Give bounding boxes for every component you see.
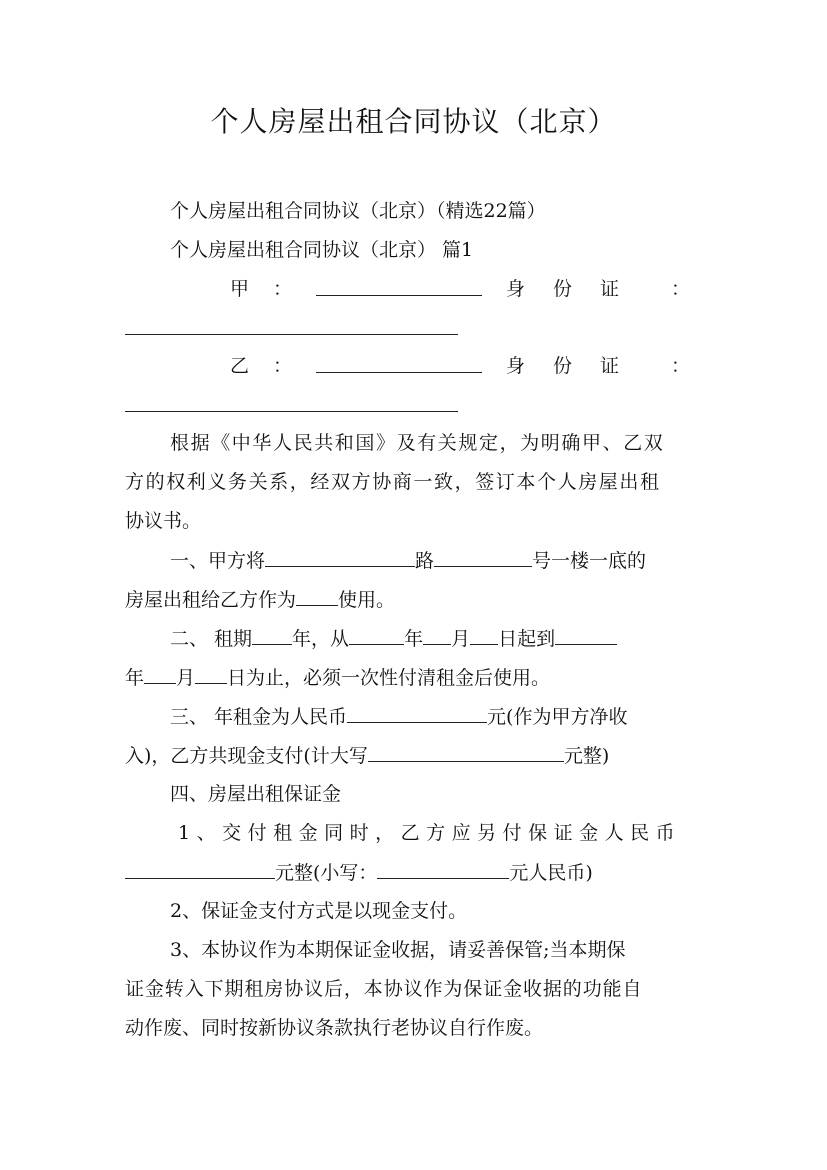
party-b-id-colon: ：: [670, 355, 690, 377]
road-blank[interactable]: [265, 545, 415, 567]
clause-2-text-e: 日起到: [498, 628, 556, 650]
clause-1-text-e: 使用。: [338, 589, 396, 611]
clause-1-text-a: 一、甲方将: [170, 550, 266, 572]
clause-4-3-line-1: 3、本协议作为本期保证金收据，请妥善保管;当本期保: [170, 939, 626, 961]
start-day-blank[interactable]: [470, 623, 498, 645]
document-subtitle: 个人房屋出租合同协议（北京）（精选22篇）: [170, 200, 546, 222]
number-blank[interactable]: [434, 545, 532, 567]
clause-4-2: 2、保证金支付方式是以现金支付。: [170, 900, 468, 922]
clause-1-line-2: [125, 584, 395, 615]
party-a-colon: ：: [273, 278, 293, 300]
section-heading: 个人房屋出租合同协议（北京） 篇1: [170, 239, 474, 261]
intro-line-1: 根据《中华人民共和国》及有关规定，为明确甲、乙双: [170, 432, 665, 454]
annual-rent-blank[interactable]: [347, 701, 487, 723]
start-year-blank[interactable]: [349, 623, 404, 645]
clause-4-heading: 四、房屋出租保证金: [170, 783, 342, 805]
clause-3-text-b: 元(作为甲方净收: [487, 706, 628, 728]
clause-4-3-line-2: 证金转入下期租房协议后，本协议作为保证金收据的功能自: [125, 978, 643, 1000]
party-a-id-label: 身份证: [505, 278, 647, 300]
clause-2-text-g: 月: [176, 667, 196, 689]
rent-in-words-blank[interactable]: [368, 740, 564, 762]
clause-1-line-1: [170, 545, 646, 576]
party-a-id-colon: ：: [670, 278, 690, 300]
clause-2-line-2: [125, 662, 550, 693]
party-b-label: 乙: [230, 355, 250, 377]
term-years-blank[interactable]: [252, 623, 292, 645]
party-a-name-blank[interactable]: [316, 274, 482, 296]
start-month-blank[interactable]: [423, 623, 451, 645]
usage-blank[interactable]: [296, 584, 338, 606]
deposit-lowercase-blank[interactable]: [377, 857, 509, 879]
clause-4-1-line-2: [125, 857, 593, 888]
clause-2-text-f: 年: [125, 667, 145, 689]
clause-3-line-1: [170, 701, 627, 732]
party-a-row: [230, 274, 690, 304]
clause-3-text-d: 元整): [563, 745, 610, 767]
end-day-blank[interactable]: [195, 662, 227, 684]
deposit-amount-blank[interactable]: [125, 857, 275, 879]
party-b-id-label: 身份证: [505, 355, 647, 377]
clause-1-text-c: 号一楼一底的: [532, 550, 647, 572]
party-a-label: 甲: [230, 278, 250, 300]
clause-2-text-a: 二、 租期: [170, 628, 253, 650]
clause-2-text-d: 月: [451, 628, 471, 650]
clause-4-1-line-1: 1、交付租金同时，乙方应另付保证金人民币: [178, 822, 682, 844]
intro-line-2: 方的权利义务关系，经双方协商一致，签订本个人房屋出租: [125, 471, 661, 493]
clause-2-text-h: 日为止，必须一次性付清租金后使用。: [227, 667, 551, 689]
clause-3-line-2: [125, 740, 609, 771]
clause-3-text-a: 三、 年租金为人民币: [170, 706, 348, 728]
clause-4-3-line-3: 动作废、同时按新协议条款执行老协议自行作废。: [125, 1017, 544, 1039]
end-year-blank[interactable]: [555, 623, 617, 645]
clause-3-text-c: 入)，乙方共现金支付(计大写: [125, 745, 368, 767]
party-b-id-blank[interactable]: [125, 390, 458, 412]
intro-line-3: 协议书。: [125, 510, 202, 532]
party-b-name-blank[interactable]: [316, 351, 482, 373]
clause-4-1-text-c: 元人民币): [509, 862, 593, 884]
clause-2-line-1: [170, 623, 617, 654]
end-month-blank[interactable]: [144, 662, 176, 684]
clause-1-text-b: 路: [415, 550, 435, 572]
clause-4-1-text-b: 元整(小写：: [275, 862, 378, 884]
party-b-colon: ：: [273, 355, 293, 377]
clause-1-text-d: 房屋出租给乙方作为: [125, 589, 297, 611]
party-a-id-blank[interactable]: [125, 313, 458, 335]
document-title: 个人房屋出租合同协议（北京）: [210, 105, 617, 138]
clause-2-text-b: 年，从: [292, 628, 350, 650]
party-b-row: [230, 351, 690, 381]
clause-2-text-c: 年: [404, 628, 424, 650]
